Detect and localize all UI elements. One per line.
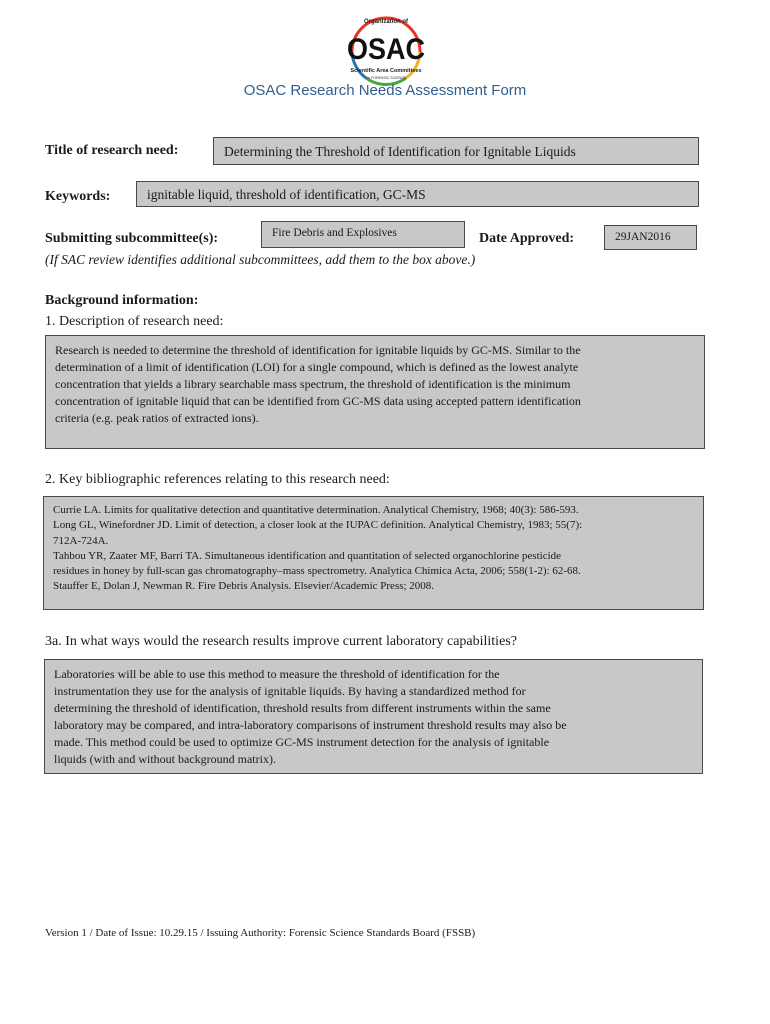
q1-label: 1. Description of research need: xyxy=(45,314,224,329)
q3a-line: liquids (with and without background matrix). xyxy=(54,752,276,766)
q1-line: determination of a limit of identification (LOI) for a single compound, which is defined as the lowest analyte xyxy=(55,360,579,374)
q1-line: Research is needed to determine the threshold of identification for ignitable liquids by GC-MS. Similar to the xyxy=(55,343,581,357)
q3a-line: Laboratories will be able to use this method to measure the threshold of identification for the xyxy=(54,667,500,681)
logo-wordmark: OSAC xyxy=(347,33,425,66)
osac-logo-graphic xyxy=(338,12,434,86)
date-approved-label: Date Approved: xyxy=(479,231,575,246)
q3a-answer-box[interactable] xyxy=(44,659,703,774)
q1-line: concentration that yields a library searchable mass spectrum, the threshold of identification is the minimum xyxy=(55,377,571,391)
q2-answer-text xyxy=(53,503,701,595)
date-approved-value: 29JAN2016 xyxy=(615,231,671,243)
q3a-line: made. This method could be used to optimize GC-MS instrument detection for the analysis of ignitable xyxy=(54,735,550,749)
title-field[interactable] xyxy=(213,137,699,165)
q2-label: 2. Key bibliographic references relating to this research need: xyxy=(45,472,390,487)
date-approved-field[interactable] xyxy=(604,225,697,250)
q2-line: Currie LA. Limits for qualitative detection and quantitative determination. Analytical Chemistry, 1968; 40(3): 586-593. xyxy=(53,504,579,516)
subcommittee-label: Submitting subcommittee(s): xyxy=(45,231,219,246)
osac-logo xyxy=(338,12,434,86)
q2-line: Tahbou YR, Zaater MF, Barri TA. Simultaneous identification and quantitation of selected organochlorine pesticide xyxy=(53,549,562,562)
title-value: Determining the Threshold of Identification for Ignitable Liquids xyxy=(224,144,576,159)
logo-arc-top: Organization of xyxy=(364,19,408,25)
sac-note: (If SAC review identifies additional subcommittees, add them to the box above.) xyxy=(45,252,476,267)
logo-arc-small: for FORENSIC SCIENCE xyxy=(366,76,406,80)
logo-arc-bottom: Scientific Area Committees xyxy=(350,68,422,74)
title-label: Title of research need: xyxy=(45,143,179,158)
q3a-answer-text xyxy=(54,666,699,768)
subcommittee-field[interactable] xyxy=(261,221,465,248)
q1-line: criteria (e.g. peak ratios of extracted ions). xyxy=(55,411,259,425)
q3a-line: instrumentation they use for the analysis of ignitable liquids. By having a standardized method for xyxy=(54,684,526,698)
q3a-line: determining the threshold of identification, threshold results from different instruments within the same xyxy=(54,701,551,715)
q2-line: Stauffer E, Dolan J, Newman R. Fire Debris Analysis. Elsevier/Academic Press; 2008. xyxy=(53,580,435,593)
keywords-label: Keywords: xyxy=(45,189,111,204)
subcommittee-value: Fire Debris and Explosives xyxy=(272,227,397,239)
form-title: OSAC Research Needs Assessment Form xyxy=(243,82,527,99)
q2-line: 712A-724A. xyxy=(53,534,109,547)
q1-line: concentration of ignitable liquid that can be identified from GC-MS data using accepted pattern identification xyxy=(55,394,581,408)
footer-version: Version 1 / Date of Issue: 10.29.15 / Issuing Authority: Forensic Science Standards Board (FSSB) xyxy=(45,927,476,939)
keywords-value: ignitable liquid, threshold of identification, GC-MS xyxy=(147,187,426,202)
background-heading: Background information: xyxy=(45,293,199,308)
keywords-field[interactable] xyxy=(136,181,699,207)
q3a-label: 3a. In what ways would the research results improve current laboratory capabilities? xyxy=(45,634,517,649)
q2-line: Long GL, Winefordner JD. Limit of detection, a closer look at the IUPAC definition. Analytical Chemistry, 1983; 55(7): xyxy=(53,519,583,532)
q2-line: residues in honey by full-scan gas chromatography–mass spectrometry. Analytica Chimica Acta, 2006; 558(1-2): 62-68. xyxy=(53,565,581,578)
q1-answer-box[interactable] xyxy=(45,335,705,449)
q1-answer-text xyxy=(55,342,700,427)
q2-answer-box[interactable] xyxy=(43,496,704,610)
q3a-line: laboratory may be compared, and intra-laboratory comparisons of instrument threshold results may also be xyxy=(54,718,567,732)
